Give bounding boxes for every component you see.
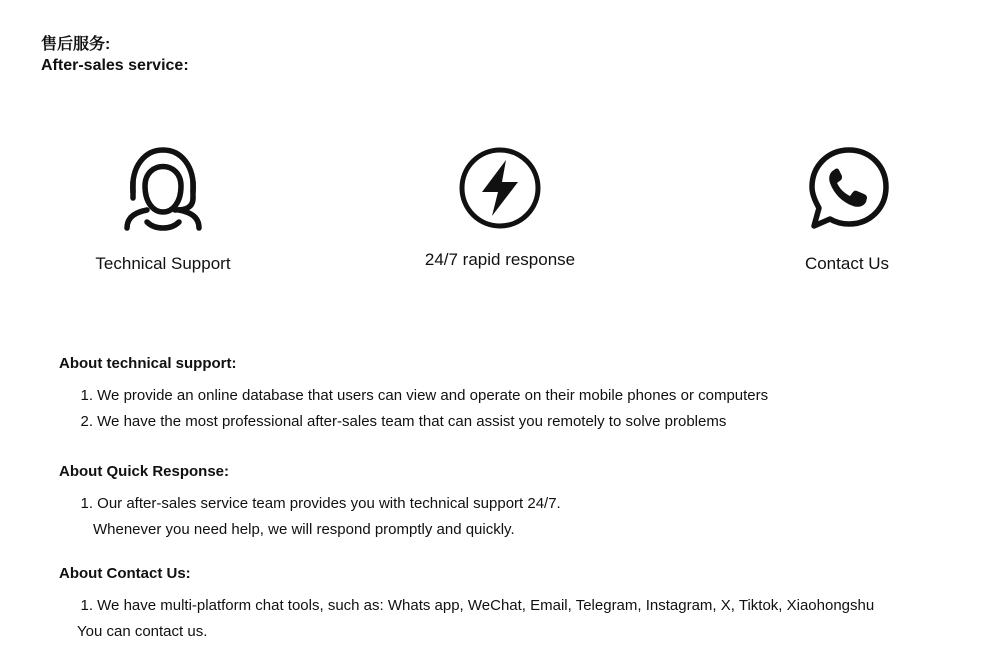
- list-number: 2.: [80, 412, 93, 430]
- feature-label: 24/7 rapid response: [424, 250, 576, 269]
- section-heading: About technical support:: [59, 355, 237, 372]
- list-item: [59, 409, 979, 435]
- section-heading: About Quick Response:: [59, 463, 230, 480]
- title-chinese: 售后服务:: [41, 36, 111, 53]
- section-quick-response: [59, 461, 979, 542]
- feature-contact-us: [747, 146, 947, 274]
- list-number: 1.: [80, 387, 93, 404]
- list-continuation: You can contact us.: [77, 622, 208, 640]
- list-continuation: Whenever you need help, we will respond promptly and quickly.: [93, 520, 515, 538]
- list-item: [59, 383, 979, 409]
- title-english: After-sales service:: [41, 57, 189, 74]
- feature-label: Technical Support: [95, 254, 231, 273]
- lightning-bolt-icon: [458, 146, 542, 230]
- list-number: 1.: [80, 597, 93, 614]
- feature-label: Contact Us: [804, 254, 890, 273]
- page-header: [41, 34, 189, 76]
- feature-technical-support: [63, 146, 263, 274]
- section-heading: About Contact Us:: [59, 565, 191, 582]
- list-text: We have multi-platform chat tools, such as: Whats app, WeChat, Email, Telegram, Instagram, X, Tiktok, Xiaohongshu: [97, 597, 875, 614]
- section-contact-us: [59, 563, 979, 644]
- list-item: [59, 491, 979, 517]
- whatsapp-phone-icon: [804, 146, 890, 232]
- list-text: Our after-sales service team provides you with technical support 24/7.: [97, 495, 561, 512]
- headset-support-icon: [123, 146, 203, 232]
- list-text: We provide an online database that users can view and operate on their mobile phones or computers: [97, 387, 769, 404]
- list-item: [59, 593, 979, 619]
- list-number: 1.: [80, 495, 93, 512]
- feature-rapid-response: [400, 146, 600, 270]
- section-technical-support: [59, 353, 979, 434]
- list-text: We have the most professional after-sales team that can assist you remotely to solve problems: [97, 412, 727, 430]
